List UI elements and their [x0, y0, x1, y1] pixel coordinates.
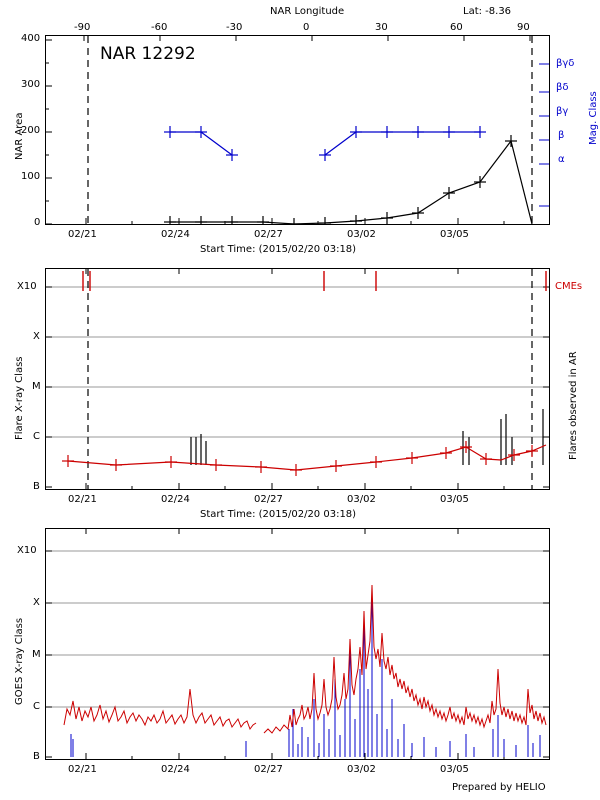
p3-ytick-m: M	[32, 649, 41, 660]
p2-ytick-c: C	[33, 431, 40, 442]
p1-ytick-300: 300	[21, 79, 41, 90]
panel1-plot	[46, 36, 549, 224]
mag-class-beta: β	[558, 130, 565, 141]
p2-xtick-2: 02/27	[254, 494, 283, 505]
p1-ylabel: NAR Area	[14, 112, 25, 160]
mag-class-alpha: α	[558, 154, 565, 165]
p2-ytick-b: B	[33, 481, 40, 492]
p1-ytick-100: 100	[21, 171, 41, 182]
p2-xtick-0: 02/21	[68, 494, 97, 505]
p1-xtick-1: 02/24	[161, 229, 190, 240]
p3-xtick-1: 02/24	[161, 764, 190, 775]
p3-xtick-2: 02/27	[254, 764, 283, 775]
p1-xlabel: Start Time: (2015/02/20 03:18)	[200, 244, 357, 255]
p1-ytick-400: 400	[21, 33, 41, 44]
panel2-plot	[46, 269, 549, 489]
p2-ytick-m: M	[32, 381, 41, 392]
p3-ytick-b: B	[33, 751, 40, 762]
top-axis-title: NAR Longitude	[270, 6, 345, 17]
mag-class-betagammadelta: βγδ	[556, 58, 575, 69]
p3-ytick-x: X	[33, 597, 40, 608]
panel-flare-xray-class	[45, 268, 550, 490]
top-xtick-1: -60	[151, 22, 168, 33]
p2-xtick-1: 02/24	[161, 494, 190, 505]
p1-ytick-200: 200	[21, 125, 41, 136]
panel-goes-xray-class	[45, 528, 550, 760]
top-xtick-5: 60	[450, 22, 463, 33]
p3-ytick-x10: X10	[17, 545, 37, 556]
p1-xtick-3: 03/02	[347, 229, 376, 240]
p2-xtick-3: 03/02	[347, 494, 376, 505]
p2-ytick-x10: X10	[17, 281, 37, 292]
p1-xtick-4: 03/05	[440, 229, 469, 240]
prepared-by-label: Prepared by HELIO	[452, 782, 546, 793]
p2-right-label: Flares observed in AR	[568, 351, 579, 460]
p1-xtick-0: 02/21	[68, 229, 97, 240]
p2-xlabel: Start Time: (2015/02/20 03:18)	[200, 509, 357, 520]
p2-ytick-x: X	[33, 331, 40, 342]
p3-xtick-4: 03/05	[440, 764, 469, 775]
panel3-plot	[46, 529, 549, 759]
p3-ylabel: GOES X-ray Class	[14, 617, 25, 705]
top-xtick-3: 0	[303, 22, 310, 33]
top-xtick-6: 90	[517, 22, 530, 33]
top-xtick-4: 30	[375, 22, 388, 33]
p2-ylabel: Flare X-ray Class	[14, 356, 25, 440]
p1-xtick-2: 02/27	[254, 229, 283, 240]
p3-ytick-c: C	[33, 701, 40, 712]
page-title: NAR 12292	[100, 44, 196, 64]
top-xtick-0: -90	[74, 22, 91, 33]
top-xtick-2: -30	[226, 22, 243, 33]
p2-xtick-4: 03/05	[440, 494, 469, 505]
p1-right-label: Mag. Class	[588, 91, 599, 145]
p1-ytick-0: 0	[34, 217, 41, 228]
p3-xtick-0: 02/21	[68, 764, 97, 775]
mag-class-betagamma: βγ	[556, 106, 569, 117]
cmes-label: CMEs	[555, 281, 583, 292]
p3-xtick-3: 03/02	[347, 764, 376, 775]
latitude-label: Lat: -8.36	[463, 6, 512, 17]
mag-class-betadelta: βδ	[556, 82, 569, 93]
